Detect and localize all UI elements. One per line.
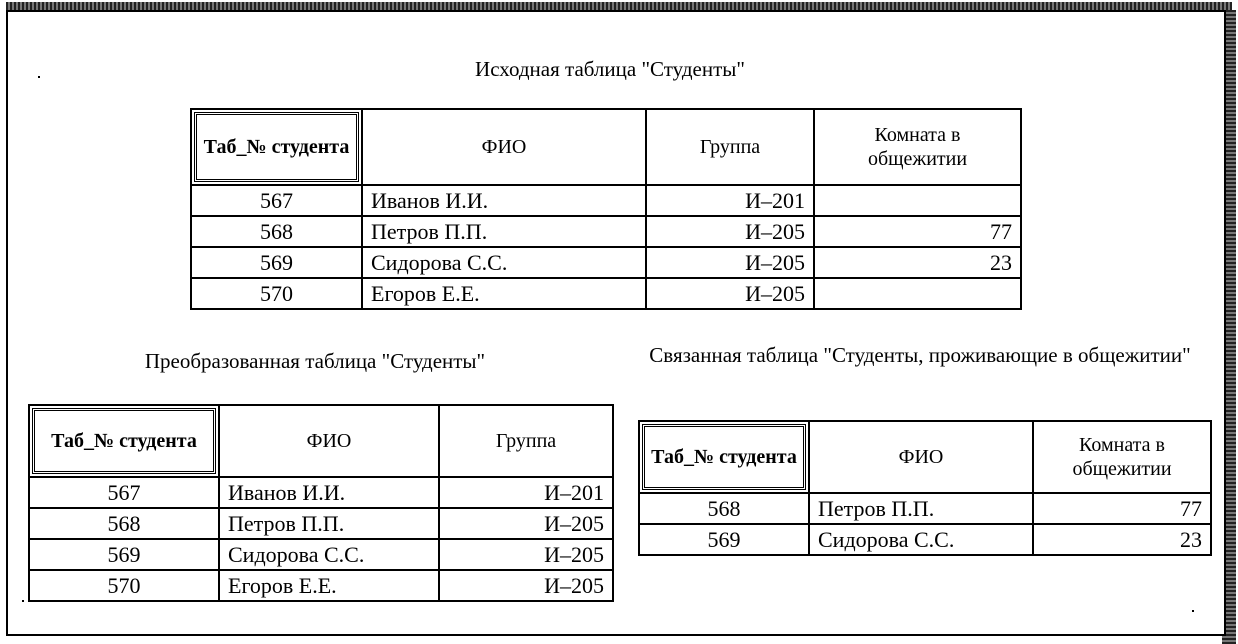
cell-room [814, 185, 1021, 216]
cell-room: 77 [1033, 493, 1211, 524]
speck [38, 76, 40, 78]
header-tab-no: Таб_№ студента [639, 421, 809, 493]
cell-tab-no: 567 [29, 477, 219, 508]
cell-group: И–205 [646, 247, 814, 278]
table-row [639, 493, 1211, 524]
cell-fio: Иванов И.И. [362, 185, 646, 216]
cell-tab-no: 569 [191, 247, 362, 278]
cell-group: И–205 [439, 539, 613, 570]
cell-group: И–205 [439, 570, 613, 601]
cell-fio: Сидорова С.С. [362, 247, 646, 278]
header-tab-no: Таб_№ студента [29, 405, 219, 477]
header-fio: ФИО [809, 421, 1033, 493]
table-row [29, 570, 613, 601]
header-tab-no: Таб_№ студента [191, 109, 362, 185]
cell-tab-no: 569 [29, 539, 219, 570]
cell-fio: Сидорова С.С. [219, 539, 439, 570]
source-table [190, 108, 1022, 310]
table-row [191, 278, 1021, 309]
table-row [29, 477, 613, 508]
table-row [191, 185, 1021, 216]
source-table-title: Исходная таблица "Студенты" [475, 57, 745, 81]
cell-tab-no: 570 [191, 278, 362, 309]
cell-tab-no: 567 [191, 185, 362, 216]
cell-fio: Иванов И.И. [219, 477, 439, 508]
speck [1192, 610, 1194, 612]
cell-fio: Сидорова С.С. [809, 524, 1033, 555]
transformed-table-title: Преобразованная таблица "Студенты" [144, 349, 486, 373]
transformed-table [28, 404, 614, 602]
table-row [191, 216, 1021, 247]
cell-room: 23 [1033, 524, 1211, 555]
table-row [191, 247, 1021, 278]
header-group: Группа [439, 405, 613, 477]
speck [22, 600, 24, 602]
table-row [29, 539, 613, 570]
cell-fio: Петров П.П. [809, 493, 1033, 524]
cell-fio: Петров П.П. [362, 216, 646, 247]
cell-tab-no: 568 [191, 216, 362, 247]
cell-fio: Егоров Е.Е. [362, 278, 646, 309]
cell-room: 23 [814, 247, 1021, 278]
linked-table-title: Связанная таблица "Студенты, проживающие в общежитии" [649, 343, 1191, 367]
header-group: Группа [646, 109, 814, 185]
cell-tab-no: 570 [29, 570, 219, 601]
cell-group: И–201 [439, 477, 613, 508]
header-room: Комната в общежитии [1033, 421, 1211, 493]
cell-group: И–205 [646, 278, 814, 309]
header-fio: ФИО [219, 405, 439, 477]
header-room: Комната в общежитии [814, 109, 1021, 185]
cell-group: И–205 [439, 508, 613, 539]
cell-tab-no: 569 [639, 524, 809, 555]
table-row [639, 524, 1211, 555]
cell-group: И–201 [646, 185, 814, 216]
cell-tab-no: 568 [639, 493, 809, 524]
header-fio: ФИО [362, 109, 646, 185]
table-row [29, 508, 613, 539]
linked-table [638, 420, 1212, 556]
cell-fio: Петров П.П. [219, 508, 439, 539]
cell-fio: Егоров Е.Е. [219, 570, 439, 601]
cell-group: И–205 [646, 216, 814, 247]
cell-room [814, 278, 1021, 309]
cell-tab-no: 568 [29, 508, 219, 539]
cell-room: 77 [814, 216, 1021, 247]
